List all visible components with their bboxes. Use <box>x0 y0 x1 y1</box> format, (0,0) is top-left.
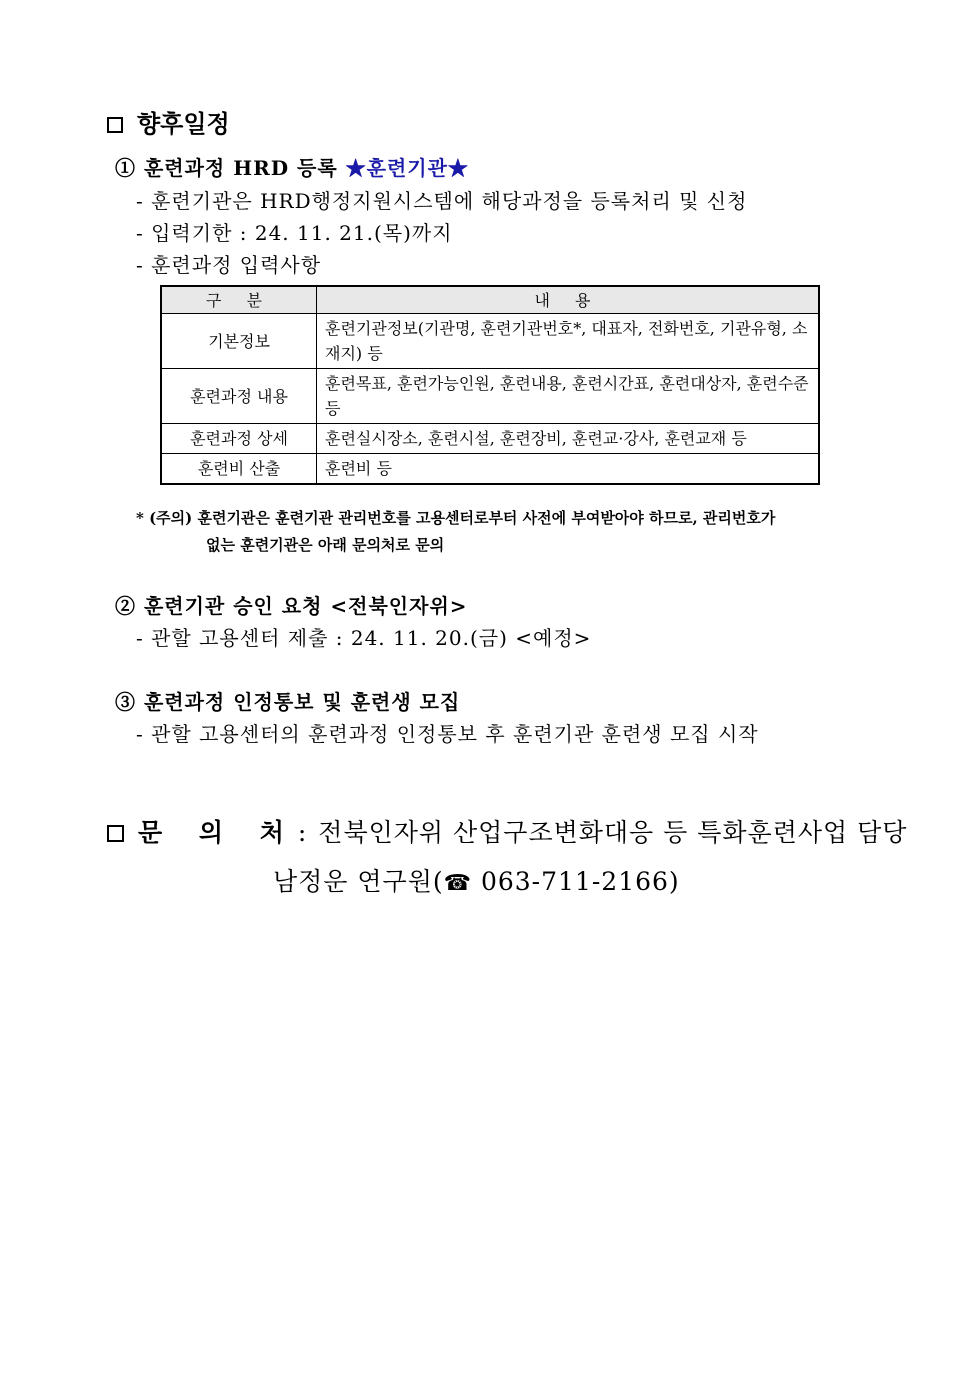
table-header-row <box>161 286 819 314</box>
table-cell-category: 기본정보 <box>161 314 317 369</box>
step1-line-1: - 훈련기관은 HRD행정지원시스템에 해당과정을 등록처리 및 신청 <box>136 189 748 213</box>
step3-line: - 관할 고용센터의 훈련과정 인정통보 후 훈련기관 훈련생 모집 시작 <box>136 722 759 746</box>
note-line-1: * (주의) 훈련기관은 훈련기관 관리번호를 고용센터로부터 사전에 부여받아야 하므로, 관리번호가 <box>136 509 776 527</box>
contact-person: 남정운 연구원( <box>273 867 444 896</box>
contact-separator: : <box>297 818 307 847</box>
contact-phone: 063-711-2166) <box>480 867 680 896</box>
table-cell-category: 훈련과정 상세 <box>161 424 317 454</box>
table-row <box>161 454 819 485</box>
table-cell-category: 훈련과정 내용 <box>161 369 317 424</box>
contact-person-line <box>273 862 680 898</box>
table-cell-content: 훈련기관정보(기관명, 훈련기관번호*, 대표자, 전화번호, 기관유형, 소재지) 등 <box>317 314 820 369</box>
table-row <box>161 424 819 454</box>
table-row <box>161 369 819 424</box>
step1-line-3: - 훈련과정 입력사항 <box>136 253 322 277</box>
table-cell-content: 훈련목표, 훈련가능인원, 훈련내용, 훈련시간표, 훈련대상자, 훈련수준 등 <box>317 369 820 424</box>
section-title-text: 향후일정 <box>137 109 230 138</box>
step1-line-2: - 입력기한 : 24. 11. 21.(목)까지 <box>136 221 453 245</box>
contact-line <box>107 813 907 849</box>
square-bullet-icon <box>107 825 124 842</box>
note-line-2: 없는 훈련기관은 아래 문의처로 문의 <box>206 536 445 554</box>
step3-heading: ③ 훈련과정 인정통보 및 훈련생 모집 <box>115 690 461 714</box>
step1-heading-text: ① 훈련과정 HRD 등록 <box>115 156 338 180</box>
square-bullet-icon <box>107 117 123 133</box>
telephone-icon: ☎ <box>443 871 473 896</box>
table-cell-content: 훈련실시장소, 훈련시설, 훈련장비, 훈련교·강사, 훈련교재 등 <box>317 424 820 454</box>
step1-heading <box>115 152 469 181</box>
table-header-category: 구 분 <box>161 286 317 314</box>
step2-heading: ② 훈련기관 승인 요청 <전북인자위> <box>115 594 468 618</box>
step1-tag: ★훈련기관★ <box>345 156 469 180</box>
contact-org: 전북인자위 산업구조변화대응 등 특화훈련사업 담당 <box>318 818 908 847</box>
table-cell-content: 훈련비 등 <box>317 454 820 485</box>
table-header-content: 내 용 <box>317 286 820 314</box>
table-row <box>161 314 819 369</box>
contact-label: 문 의 처 <box>138 818 298 847</box>
input-items-table <box>160 285 820 485</box>
section-title-schedule <box>107 104 230 139</box>
step2-line: - 관할 고용센터 제출 : 24. 11. 20.(금) <예정> <box>136 626 592 650</box>
table-cell-category: 훈련비 산출 <box>161 454 317 485</box>
